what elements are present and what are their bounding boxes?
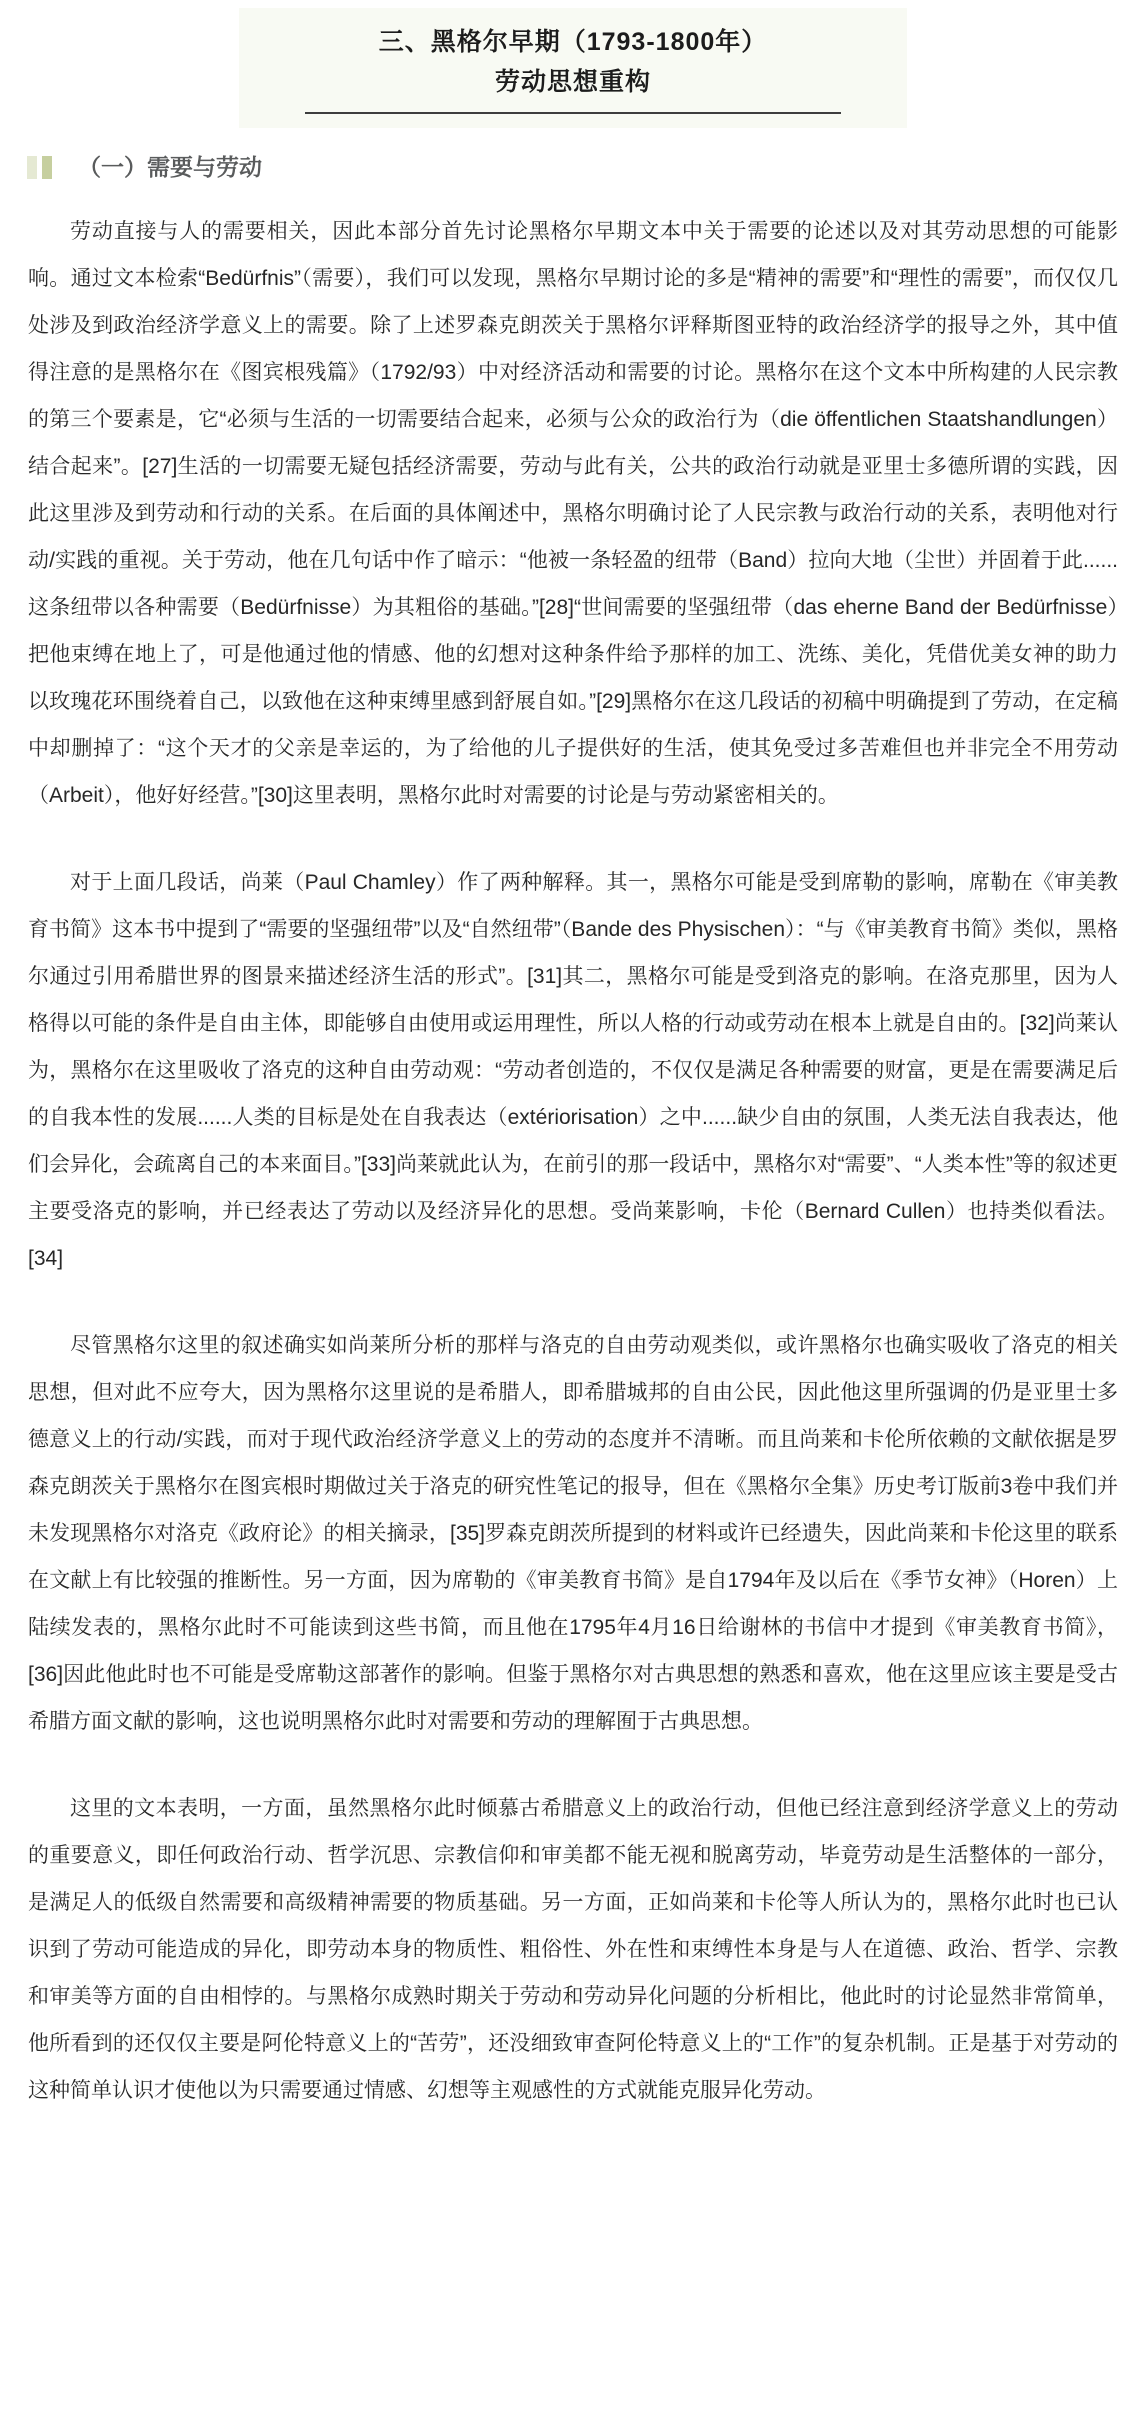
article-body — [28, 208, 1118, 2114]
section-heading-row — [27, 152, 1118, 182]
paragraph-needs-and-labor-1: 劳动直接与人的需要相关，因此本部分首先讨论黑格尔早期文本中关于需要的论述以及对其劳动思想的可能影响。通过文本检索“Bedürfnis”（需要），我们可以发现，黑格尔早期讨论的多是“精神的需要”和“理性的需要”，而仅仅几处涉及到政治经济学意义上的需要。除了上述罗森克朗茨关于黑格尔评释斯图亚特的政治经济学的报导之外，其中值得注意的是黑格尔在《图宾根残篇》（1792/93）中对经济活动和需要的讨论。黑格尔在这个文本中所构建的人民宗教的第三个要素是，它“必须与生活的一切需要结合起来，必须与公众的政治行为（die öffentlichen Staatshandlungen）结合起来”。[27]生活的一切需要无疑包括经济需要，劳动与此有关，公共的政治行动就是亚里士多德所谓的实践，因此这里涉及到劳动和行动的关系。在后面的具体阐述中，黑格尔明确讨论了人民宗教与政治行动的关系，表明他对行动/实践的重视。关于劳动，他在几句话中作了暗示：“他被一条轻盈的纽带（Band）拉向大地（尘世）并固着于此......这条纽带以各种需要（Bedürfnisse）为其粗俗的基础。”[28]“世间需要的坚强纽带（das eherne Band der Bedürfnisse）把他束缚在地上了，可是他通过他的情感、他的幻想对这种条件给予那样的加工、洗练、美化，凭借优美女神的助力以玫瑰花环围绕着自己，以致他在这种束缚里感到舒展自如。”[29]黑格尔在这几段话的初稿中明确提到了劳动，在定稿中却删掉了：“这个天才的父亲是幸运的，为了给他的儿子提供好的生活，使其免受过多苦难但也并非完全不用劳动（Arbeit），他好好经营。”[30]这里表明，黑格尔此时对需要的讨论是与劳动紧密相关的。 — [28, 220, 1118, 807]
section-heading: （一）需要与劳动 — [78, 154, 262, 180]
paragraph-locke-schiller-critique: 尽管黑格尔这里的叙述确实如尚莱所分析的那样与洛克的自由劳动观类似，或许黑格尔也确实吸收了洛克的相关思想，但对此不应夸大，因为黑格尔这里说的是希腊人，即希腊城邦的自由公民，因此他这里所强调的仍是亚里士多德意义上的行动/实践，而对于现代政治经济学意义上的劳动的态度并不清晰。而且尚莱和卡伦所依赖的文献依据是罗森克朗茨关于黑格尔在图宾根时期做过关于洛克的研究性笔记的报导，但在《黑格尔全集》历史考订版前3卷中我们并未发现黑格尔对洛克《政府论》的相关摘录，[35]罗森克朗茨所提到的材料或许已经遗失，因此尚莱和卡伦这里的联系在文献上有比较强的推断性。另一方面，因为席勒的《审美教育书简》是自1794年及以后在《季节女神》（Horen）上陆续发表的，黑格尔此时不可能读到这些书简，而且他在1795年4月16日给谢林的书信中才提到《审美教育书简》，[36]因此他此时也不可能是受席勒这部著作的影响。但鉴于黑格尔对古典思想的熟悉和喜欢，他在这里应该主要是受古希腊方面文献的影响，这也说明黑格尔此时对需要和劳动的理解囿于古典思想。 — [28, 1334, 1118, 1733]
paragraph-conclusion: 这里的文本表明，一方面，虽然黑格尔此时倾慕古希腊意义上的政治行动，但他已经注意到经济学意义上的劳动的重要意义，即任何政治行动、哲学沉思、宗教信仰和审美都不能无视和脱离劳动，毕竟劳动是生活整体的一部分，是满足人的低级自然需要和高级精神需要的物质基础。另一方面，正如尚莱和卡伦等人所认为的，黑格尔此时也已认识到了劳动可能造成的异化，即劳动本身的物质性、粗俗性、外在性和束缚性本身是与人在道德、政治、哲学、宗教和审美等方面的自由相悖的。与黑格尔成熟时期关于劳动和劳动异化问题的分析相比，他此时的讨论显然非常简单，他所看到的还仅仅主要是阿伦特意义上的“苦劳”，还没细致审查阿伦特意义上的“工作”的复杂机制。正是基于对劳动的这种简单认识才使他以为只需要通过情感、幻想等主观感性的方式就能克服异化劳动。 — [28, 1797, 1118, 2102]
article-title-box — [239, 8, 907, 128]
article-title-line2: 劳动思想重构 — [494, 68, 651, 96]
article-title-line1: 三、黑格尔早期（1793-1800年） — [378, 28, 768, 56]
section-marker-dark-icon — [42, 156, 52, 179]
section-marker-light-icon — [27, 156, 37, 179]
title-underline-rule — [305, 112, 841, 114]
paragraph-chamley-interpretations: 对于上面几段话，尚莱（Paul Chamley）作了两种解释。其一，黑格尔可能是受到席勒的影响，席勒在《审美教育书简》这本书中提到了“需要的坚强纽带”以及“自然纽带”（Bande des Physischen）：“与《审美教育书简》类似，黑格尔通过引用希腊世界的图景来描述经济生活的形式”。[31]其二，黑格尔可能是受到洛克的影响。在洛克那里，因为人格得以可能的条件是自由主体，即能够自由使用或运用理性，所以人格的行动或劳动在根本上就是自由的。[32]尚莱认为，黑格尔在这里吸收了洛克的这种自由劳动观：“劳动者创造的，不仅仅是满足各种需要的财富，更是在需要满足后的自我本性的发展......人类的目标是处在自我表达（extériorisation）之中......缺少自由的氛围，人类无法自我表达，他们会异化，会疏离自己的本来面目。”[33]尚莱就此认为，在前引的那一段话中，黑格尔对“需要”、“人类本性”等的叙述更主要受洛克的影响，并已经表达了劳动以及经济异化的思想。受尚莱影响，卡伦（Bernard Cullen）也持类似看法。[34] — [28, 871, 1118, 1270]
